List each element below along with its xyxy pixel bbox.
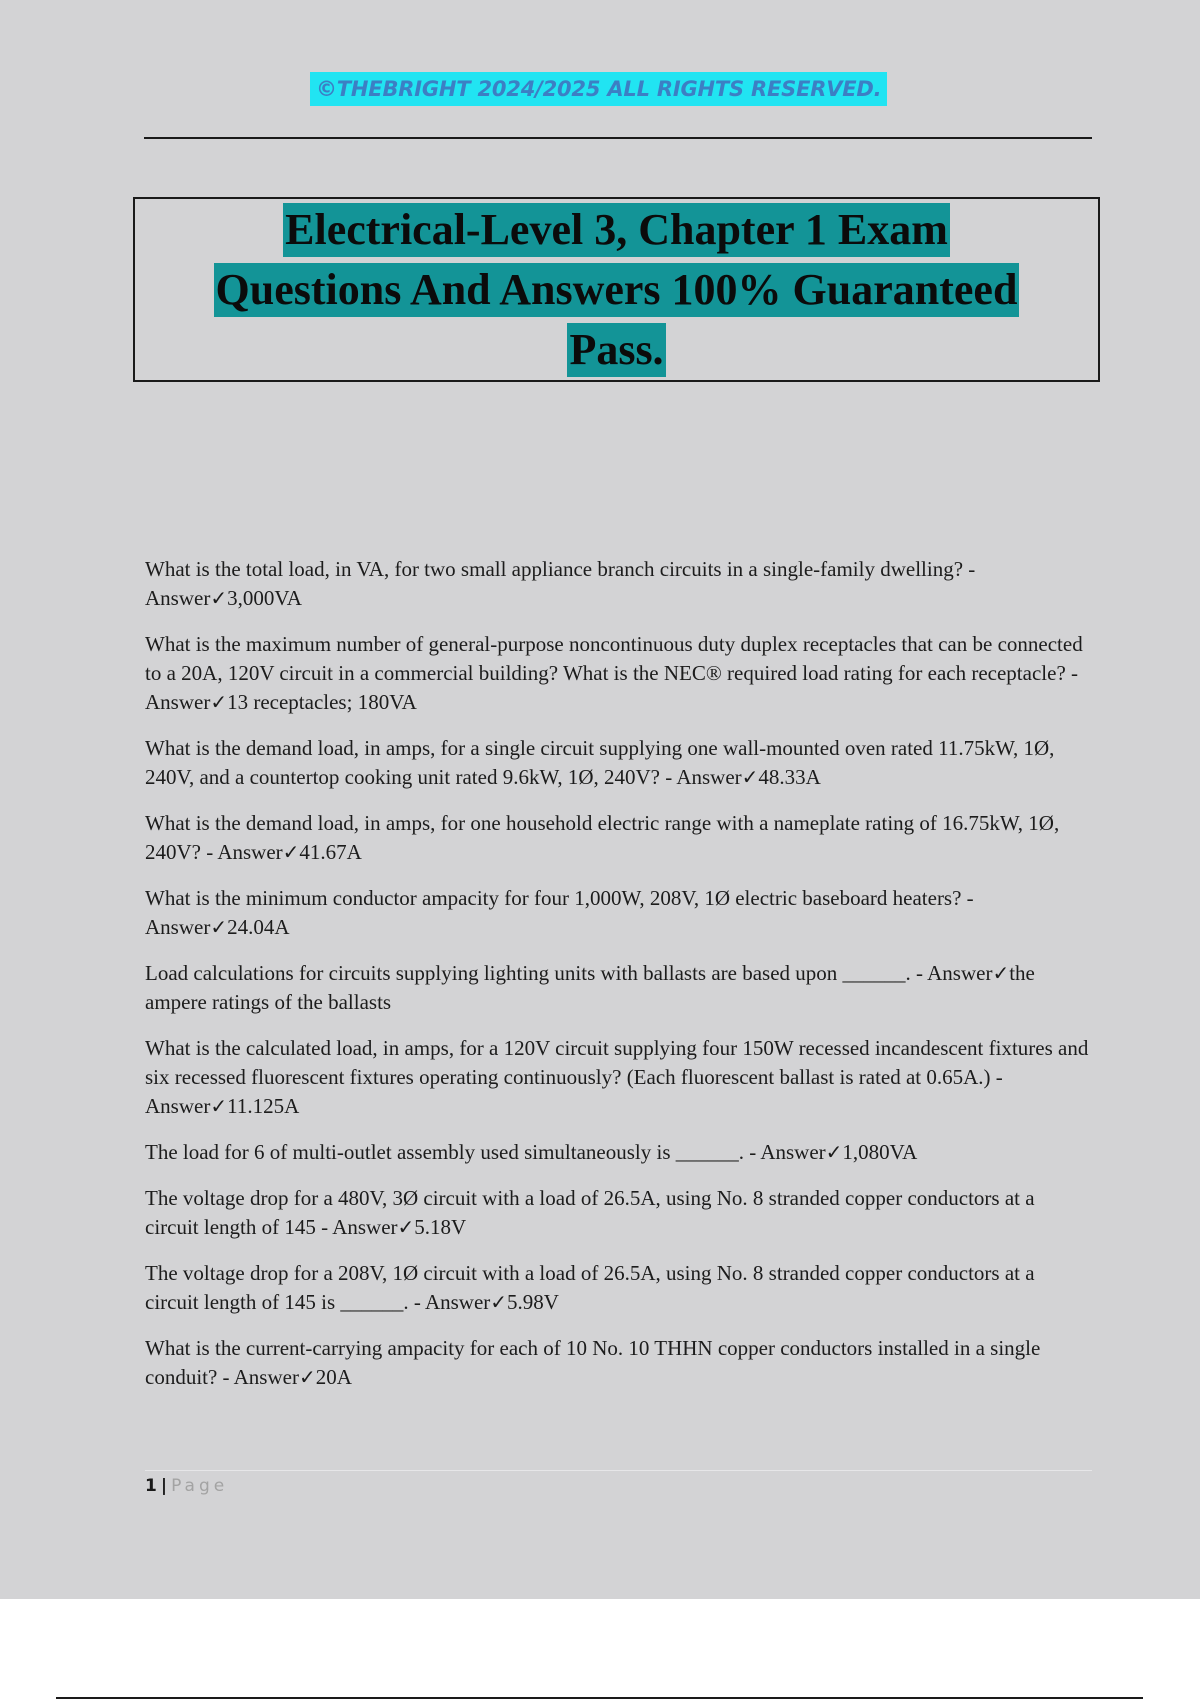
question-text: The voltage drop for a 480V, 3Ø circuit with a load of 26.5A, using No. 8 stranded copper conductors at a circuit length of 145 - Answer — [145, 1186, 1035, 1239]
answer-text: the ampere ratings of the ballasts — [145, 961, 1035, 1014]
checkmark-icon: ✓ — [298, 1365, 316, 1389]
checkmark-icon: ✓ — [282, 840, 300, 864]
answer-text: 11.125A — [227, 1094, 300, 1118]
checkmark-icon: ✓ — [210, 1094, 228, 1118]
qa-item — [145, 1034, 1090, 1121]
question-answer-list — [145, 555, 1090, 1409]
qa-item — [145, 1138, 1090, 1167]
page-separator: | — [160, 1476, 168, 1496]
checkmark-icon: ✓ — [992, 961, 1010, 985]
question-text: What is the maximum number of general-purpose noncontinuous duty duplex receptacles that can be connected to a 20A, 120V circuit in a commercial building? What is the NEC® required load rating for each receptacle? - Answer — [145, 632, 1083, 714]
page-footer — [145, 1474, 228, 1498]
qa-item — [145, 959, 1090, 1017]
checkmark-icon: ✓ — [210, 690, 228, 714]
header-divider — [144, 137, 1092, 139]
checkmark-icon: ✓ — [210, 586, 228, 610]
title-box — [133, 197, 1100, 382]
footer-divider — [145, 1470, 1092, 1471]
qa-item — [145, 809, 1090, 867]
question-text: The load for 6 of multi-outlet assembly used simultaneously is ______. - Answer — [145, 1140, 826, 1164]
qa-item — [145, 734, 1090, 792]
bottom-divider — [56, 1697, 1143, 1699]
qa-item — [145, 630, 1090, 717]
question-text: What is the demand load, in amps, for a single circuit supplying one wall-mounted oven rated 11.75kW, 1Ø, 240V, and a countertop cooking unit rated 9.6kW, 1Ø, 240V? - Answer — [145, 736, 1055, 789]
answer-text: 3,000VA — [227, 586, 302, 610]
qa-item — [145, 1334, 1090, 1392]
question-text: What is the minimum conductor ampacity for four 1,000W, 208V, 1Ø electric baseboard heaters? - Answer — [145, 886, 974, 939]
question-text: What is the calculated load, in amps, for a 120V circuit supplying four 150W recessed incandescent fixtures and six recessed fluorescent fixtures operating continuously? (Each fluorescent ballast is rated at 0.65A.) - Answer — [145, 1036, 1089, 1118]
title-line-3: Pass. — [567, 323, 665, 377]
checkmark-icon: ✓ — [825, 1140, 843, 1164]
answer-text: 48.33A — [758, 765, 821, 789]
question-text: What is the demand load, in amps, for one household electric range with a nameplate rating of 16.75kW, 1Ø, 240V? - Answer — [145, 811, 1060, 864]
question-text: What is the current-carrying ampacity for each of 10 No. 10 THHN copper conductors installed in a single conduit? - Answer — [145, 1336, 1041, 1389]
answer-text: 41.67A — [299, 840, 362, 864]
title-line-2: Questions And Answers 100% Guaranteed — [214, 263, 1020, 317]
question-text: What is the total load, in VA, for two small appliance branch circuits in a single-family dwelling? - Answer — [145, 557, 976, 610]
answer-text: 1,080VA — [842, 1140, 918, 1164]
qa-item — [145, 1184, 1090, 1242]
answer-text: 5.18V — [414, 1215, 467, 1239]
question-text: The voltage drop for a 208V, 1Ø circuit with a load of 26.5A, using No. 8 stranded copper conductors at a circuit length of 145 is ______. - Answer — [145, 1261, 1035, 1314]
page-label: Page — [171, 1476, 229, 1496]
qa-item — [145, 555, 1090, 613]
qa-item — [145, 884, 1090, 942]
copyright-header: ©THEBRIGHT 2024/2025 ALL RIGHTS RESERVED. — [310, 72, 887, 106]
answer-text: 13 receptacles; 180VA — [227, 690, 417, 714]
title-line-1: Electrical-Level 3, Chapter 1 Exam — [283, 203, 950, 257]
question-text: Load calculations for circuits supplying lighting units with ballasts are based upon ______. - Answer — [145, 961, 993, 985]
page-number: 1 — [145, 1476, 157, 1496]
checkmark-icon: ✓ — [210, 915, 228, 939]
checkmark-icon: ✓ — [741, 765, 759, 789]
checkmark-icon: ✓ — [490, 1290, 508, 1314]
answer-text: 20A — [315, 1365, 352, 1389]
checkmark-icon: ✓ — [397, 1215, 415, 1239]
answer-text: 5.98V — [507, 1290, 559, 1314]
answer-text: 24.04A — [227, 915, 290, 939]
qa-item — [145, 1259, 1090, 1317]
